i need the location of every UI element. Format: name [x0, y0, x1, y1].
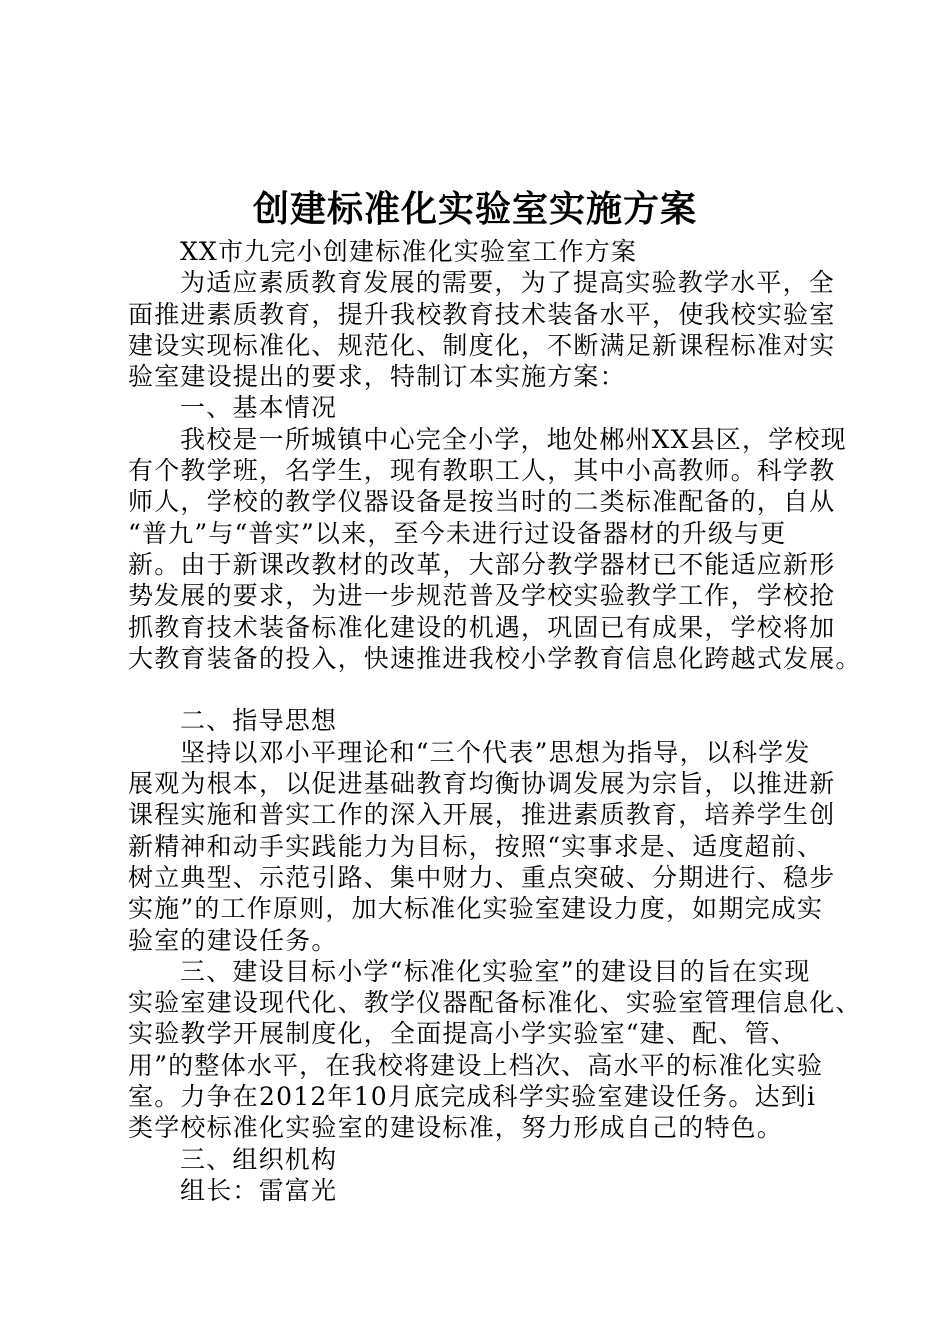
text-line: 类学校标准化实验室的建设标准，努力形成自己的特色。	[128, 1113, 784, 1143]
text-line: 三、组织机构	[180, 1144, 338, 1174]
text-line: 实验教学开展制度化，全面提高小学实验室“建、配、管、	[128, 1019, 797, 1049]
text-line: 新精神和动手实践能力为目标，按照“实事求是、适度超前、	[128, 831, 824, 861]
text-line: 室。力争在2012年10月底完成科学实验室建设任务。达到i	[128, 1082, 817, 1112]
text-line: “普九”与“普实”以来，至今未进行过设备器材的升级与更	[128, 518, 787, 548]
text-line: 一、基本情况	[180, 393, 338, 423]
text-line: 组长：雷富光	[180, 1175, 338, 1205]
text-line: 抓教育技术装备标准化建设的机遇，巩固已有成果，学校将加	[128, 612, 836, 642]
text-line: 验室建设提出的要求，特制订本实施方案：	[128, 362, 626, 392]
text-line: XX市九完小创建标准化实验室工作方案	[180, 237, 638, 266]
text-line: 坚持以邓小平理论和“三个代表”思想为指导，以科学发	[180, 737, 811, 767]
text-line: 势发展的要求，为进一步规范普及学校实验教学工作，学校抢	[128, 581, 836, 611]
text-line: 建设实现标准化、规范化、制度化，不断满足新课程标准对实	[128, 330, 836, 360]
text-line: 三、建设目标小学“标准化实验室”的建设目的旨在实现	[180, 956, 811, 986]
text-line: 树立典型、示范引路、集中财力、重点突破、分期进行、稳步	[128, 862, 836, 892]
text-line: 大教育装备的投入，快速推进我校小学教育信息化跨越式发展。	[128, 643, 862, 673]
text-line: 二、指导思想	[180, 706, 338, 736]
text-line: 实验室建设现代化、教学仪器配备标准化、实验室管理信息化、	[128, 988, 862, 1018]
document-title: 创建标准化实验室实施方案	[252, 188, 697, 230]
text-line: 用”的整体水平，在我校将建设上档次、高水平的标准化实验	[128, 1050, 824, 1080]
text-line: 课程实施和普实工作的深入开展，推进素质教育，培养学生创	[128, 800, 836, 830]
blank-line	[128, 674, 858, 705]
text-line: 有个教学班，名学生，现有教职工人，其中小高教师。科学教	[128, 456, 836, 486]
text-line: 展观为根本，以促进基础教育均衡协调发展为宗旨，以推进新	[128, 769, 836, 799]
text-line: 实施”的工作原则，加大标准化实验室建设力度，如期完成实	[128, 894, 824, 924]
text-line: 我校是一所城镇中心完全小学，地处郴州XX县区，学校现	[180, 424, 847, 454]
text-line: 面推进素质教育，提升我校教育技术装备水平，使我校实验室	[128, 299, 836, 329]
text-line: 新。由于新课改教材的改革，大部分教学器材已不能适应新形	[128, 549, 836, 579]
text-line: 验室的建设任务。	[128, 925, 338, 955]
text-line: 师人，学校的教学仪器设备是按当时的二类标准配备的，自从	[128, 487, 836, 517]
text-line: 为适应素质教育发展的需要，为了提高实验教学水平，全	[180, 268, 836, 298]
document-body	[128, 236, 862, 1206]
